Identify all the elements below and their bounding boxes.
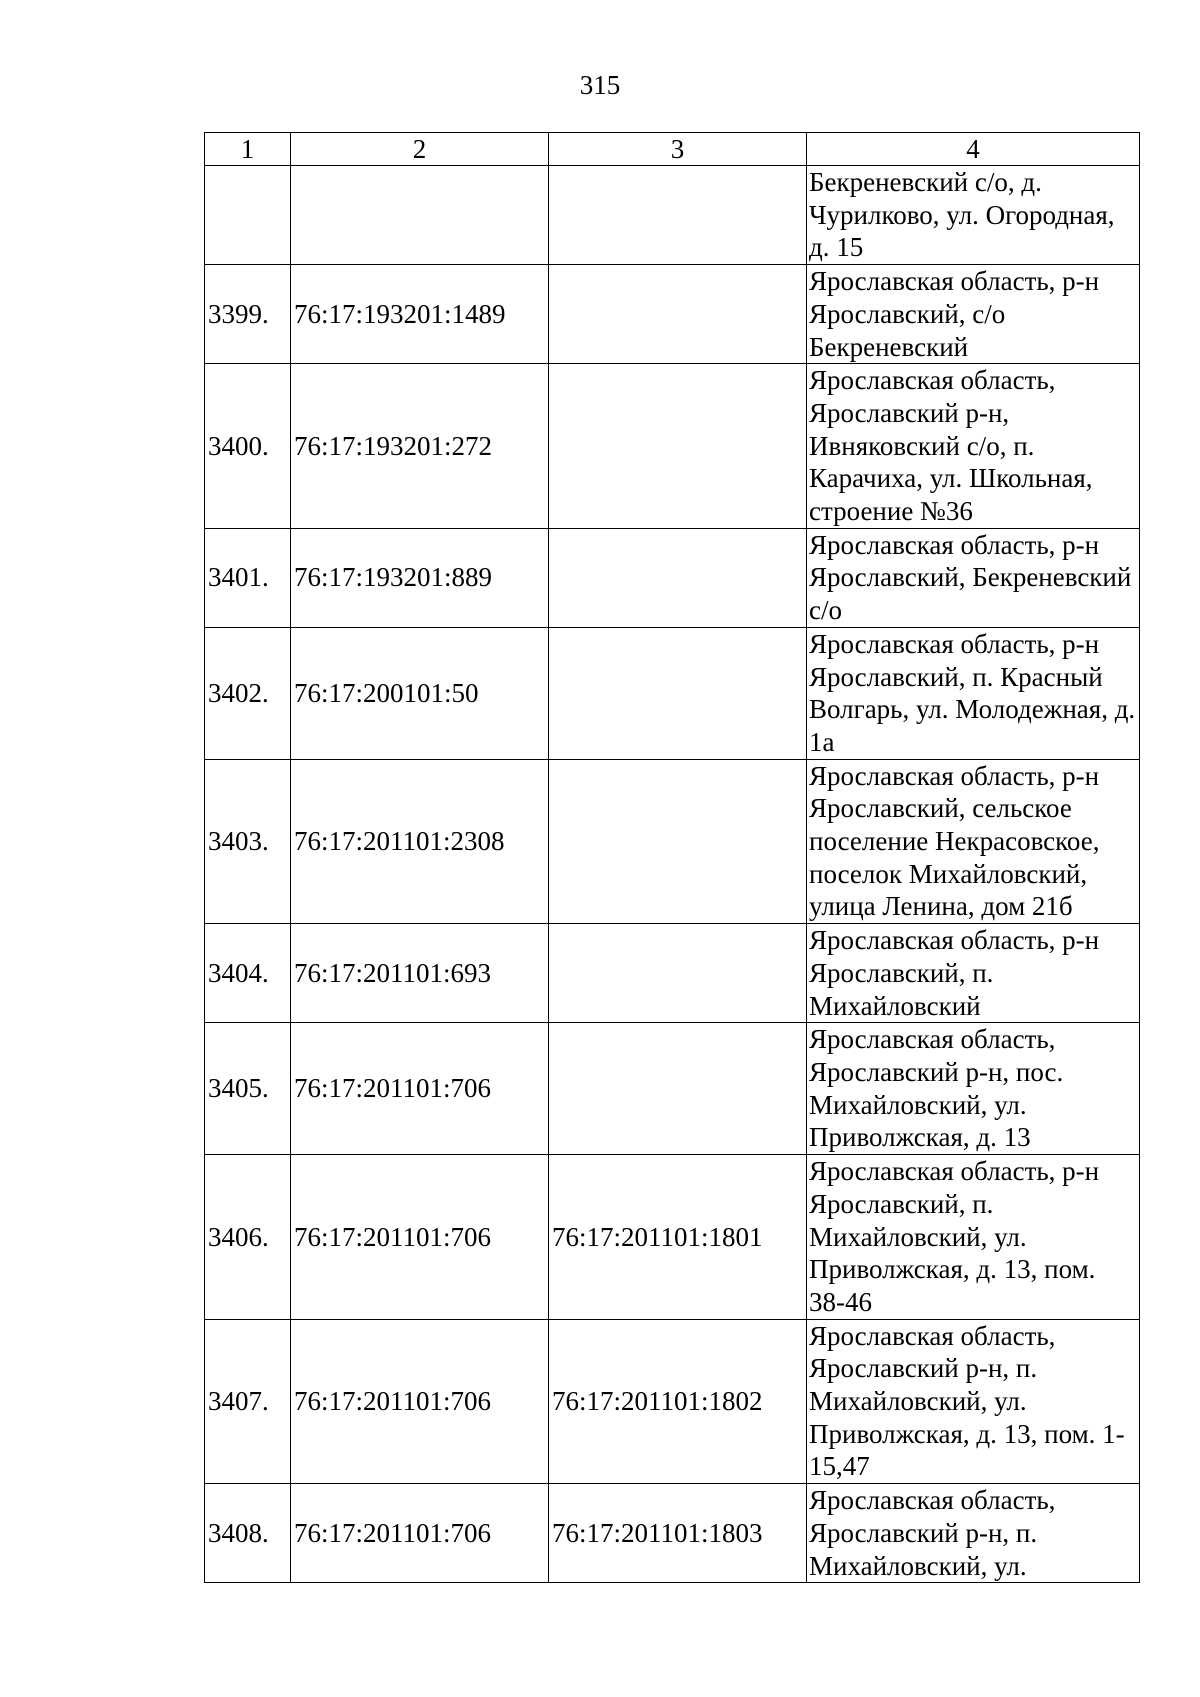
sub-object-number-cell: 76:17:201101:1801 bbox=[549, 1155, 807, 1320]
sub-object-number-cell bbox=[549, 528, 807, 627]
cadastral-number-cell: 76:17:200101:50 bbox=[291, 627, 549, 759]
table-row bbox=[205, 1484, 1140, 1583]
sub-object-number-cell bbox=[549, 627, 807, 759]
row-number-cell: 3402. bbox=[205, 627, 291, 759]
row-number-cell: 3400. bbox=[205, 364, 291, 529]
table-row bbox=[205, 265, 1140, 364]
address-cell: Бекреневский с/о, д. Чурилково, ул. Огородная, д. 15 bbox=[807, 166, 1140, 265]
cadastral-number-cell: 76:17:193201:1489 bbox=[291, 265, 549, 364]
address-cell: Ярославская область, Ярославский р-н, п. Михайловский, ул. bbox=[807, 1484, 1140, 1583]
row-number-cell: 3404. bbox=[205, 924, 291, 1023]
address-cell: Ярославская область, Ярославский р-н, п. Михайловский, ул. Приволжская, д. 13, пом. 1-15,47 bbox=[807, 1319, 1140, 1484]
sub-object-number-cell bbox=[549, 1023, 807, 1155]
address-cell: Ярославская область, р-н Ярославский, п. Михайловский, ул. Приволжская, д. 13, пом. 38-46 bbox=[807, 1155, 1140, 1320]
address-cell: Ярославская область, р-н Ярославский, с/о Бекреневский bbox=[807, 265, 1140, 364]
address-cell: Ярославская область, Ярославский р-н, Ивняковский с/о, п. Карачиха, ул. Школьная, строение №36 bbox=[807, 364, 1140, 529]
cadastral-number-cell: 76:17:201101:2308 bbox=[291, 759, 549, 924]
address-cell: Ярославская область, р-н Ярославский, Бекреневский с/о bbox=[807, 528, 1140, 627]
row-number-cell: 3406. bbox=[205, 1155, 291, 1320]
table-row bbox=[205, 528, 1140, 627]
sub-object-number-cell: 76:17:201101:1802 bbox=[549, 1319, 807, 1484]
row-number-cell bbox=[205, 166, 291, 265]
cadastral-number-cell: 76:17:201101:693 bbox=[291, 924, 549, 1023]
table-row bbox=[205, 924, 1140, 1023]
page-number: 315 bbox=[579, 70, 621, 100]
row-number-cell: 3403. bbox=[205, 759, 291, 924]
address-cell: Ярославская область, Ярославский р-н, пос. Михайловский, ул. Приволжская, д. 13 bbox=[807, 1023, 1140, 1155]
address-cell: Ярославская область, р-н Ярославский, сельское поселение Некрасовское, поселок Михайловский, улица Ленина, дом 21б bbox=[807, 759, 1140, 924]
cadastral-number-cell: 76:17:193201:889 bbox=[291, 528, 549, 627]
column-header-2: 2 bbox=[291, 133, 549, 166]
table-row bbox=[205, 364, 1140, 529]
cadastral-number-cell: 76:17:201101:706 bbox=[291, 1155, 549, 1320]
sub-object-number-cell bbox=[549, 166, 807, 265]
row-number-cell: 3401. bbox=[205, 528, 291, 627]
registry-table bbox=[204, 132, 1140, 1583]
row-number-cell: 3407. bbox=[205, 1319, 291, 1484]
row-number-cell: 3399. bbox=[205, 265, 291, 364]
table-header-row bbox=[205, 133, 1140, 166]
row-number-cell: 3405. bbox=[205, 1023, 291, 1155]
sub-object-number-cell bbox=[549, 924, 807, 1023]
cadastral-number-cell: 76:17:201101:706 bbox=[291, 1484, 549, 1583]
table-row bbox=[205, 759, 1140, 924]
column-header-4: 4 bbox=[807, 133, 1140, 166]
cadastral-number-cell: 76:17:193201:272 bbox=[291, 364, 549, 529]
cadastral-number-cell: 76:17:201101:706 bbox=[291, 1023, 549, 1155]
sub-object-number-cell: 76:17:201101:1803 bbox=[549, 1484, 807, 1583]
table-row bbox=[205, 1155, 1140, 1320]
row-number-cell: 3408. bbox=[205, 1484, 291, 1583]
sub-object-number-cell bbox=[549, 364, 807, 529]
sub-object-number-cell bbox=[549, 759, 807, 924]
column-header-1: 1 bbox=[205, 133, 291, 166]
column-header-3: 3 bbox=[549, 133, 807, 166]
cadastral-number-cell: 76:17:201101:706 bbox=[291, 1319, 549, 1484]
table-row bbox=[205, 627, 1140, 759]
cadastral-number-cell bbox=[291, 166, 549, 265]
table-row bbox=[205, 1023, 1140, 1155]
sub-object-number-cell bbox=[549, 265, 807, 364]
table-row bbox=[205, 166, 1140, 265]
address-cell: Ярославская область, р-н Ярославский, п. Красный Волгарь, ул. Молодежная, д. 1а bbox=[807, 627, 1140, 759]
address-cell: Ярославская область, р-н Ярославский, п. Михайловский bbox=[807, 924, 1140, 1023]
table-row bbox=[205, 1319, 1140, 1484]
